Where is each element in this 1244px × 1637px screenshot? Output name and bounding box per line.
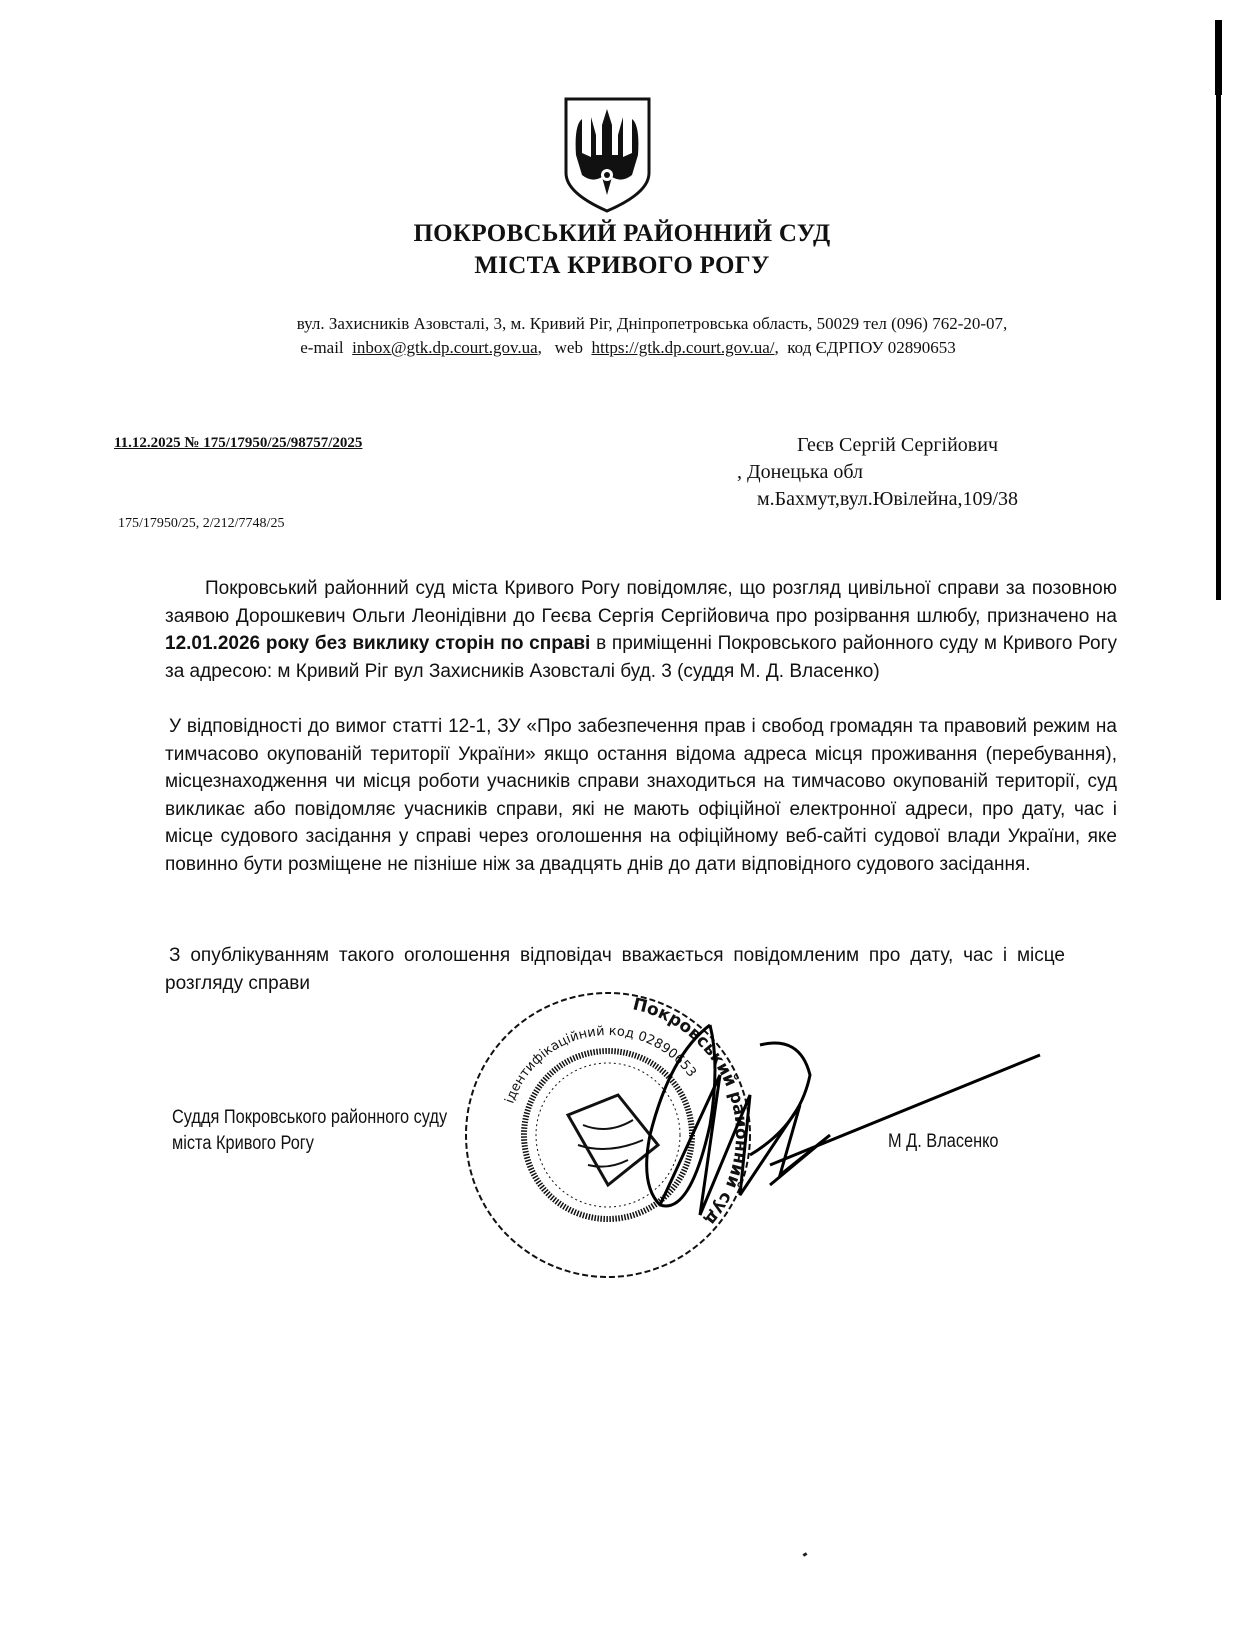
paragraph-notice xyxy=(165,575,1117,685)
recipient-region: , Донецька обл xyxy=(737,461,863,483)
hearing-date-text: 12.01.2026 року без виклику сторін по справі xyxy=(165,633,591,655)
outgoing-number: 11.12.2025 № 175/17950/25/98757/2025 xyxy=(114,435,363,451)
notice-text-end: в приміщенні Покровського районного суду м Кривого Рогу за адресою: м Кривий Ріг вул Захисників Азовсталі буд. 3 (суддя М. Д. Власенко) xyxy=(165,633,1117,682)
signatory-position xyxy=(172,1105,447,1157)
paragraph-publication: З опублікуванням такого оголошення відповідач вважається повідомленим про дату, час і місце розгляду справи xyxy=(165,945,1065,994)
recipient-name: Геєв Сергій Сергійович xyxy=(797,434,998,456)
stamp-inner-text: ідентифікаційний код 02890653 xyxy=(502,1023,699,1106)
email-link[interactable]: inbox@gtk.dp.court.gov.ua xyxy=(352,338,538,357)
case-reference: 175/17950/25, 2/212/7748/25 xyxy=(118,516,285,531)
paragraph-legal-basis: У відповідності до вимог статті 12-1, ЗУ «Про забезпечення прав і свобод громадян та правовий режим на тимчасово окупованій території України» якщо остання відома адреса місця проживання (перебування), місцезнаходження чи місця роботи учасників справи знаходиться на тимчасово окупованій території, суд викликає або повідомляє учасників справи, які не мають офіційної електронної адреси, про дату, час і місце судового засідання у справі через оголошення на офіційному веб-сайті судової влади України, яке повинно бути розміщене не пізніше ніж за двадцять днів до дати відповідного судового засідання. xyxy=(165,716,1117,875)
judge-name: М Д. Власенко xyxy=(888,1131,999,1152)
recipient-block xyxy=(737,432,1019,513)
edrpou-code: код ЄДРПОУ 02890653 xyxy=(787,338,956,357)
scan-speck xyxy=(803,1552,808,1557)
scan-edge-mark xyxy=(1215,20,1222,95)
web-link[interactable]: https://gtk.dp.court.gov.ua/ xyxy=(591,338,775,357)
recipient-address: м.Бахмут,вул.Ювілейна,109/38 xyxy=(757,488,1019,510)
court-name-line1: ПОКРОВСЬКИЙ РАЙОННИЙ СУД xyxy=(413,220,831,247)
email-label: e-mail xyxy=(300,338,344,357)
court-address: вул. Захисників Азовсталі, 3, м. Кривий Ріг, Дніпропетровська область, 50029 тел (096) 762-20-07, xyxy=(296,314,1008,333)
position-line2: міста Кривого Рогу xyxy=(172,1133,314,1154)
notice-text-start: Покровський районний суд міста Кривого Рогу повідомляє, що розгляд цивільної справи за позовною заявою Дорошкевич Ольги Леонідівни до Геєва Сергія Сергійовича про розірвання шлюбу, призначено на xyxy=(165,578,1117,627)
court-contacts: e-mail inbox@gtk.dp.court.gov.ua, web https://gtk.dp.court.gov.ua/, код ЄДРПОУ 02890653 xyxy=(300,338,956,357)
scan-edge-line xyxy=(1216,20,1221,600)
position-line1: Суддя Покровського районного суду xyxy=(172,1107,448,1128)
stamp-outer-text: Покровський районний суд xyxy=(630,994,752,1230)
court-name-line2: МІСТА КРИВОГО РОГУ xyxy=(474,252,770,279)
web-label: web xyxy=(554,338,583,357)
coat-of-arms-icon xyxy=(560,95,655,215)
